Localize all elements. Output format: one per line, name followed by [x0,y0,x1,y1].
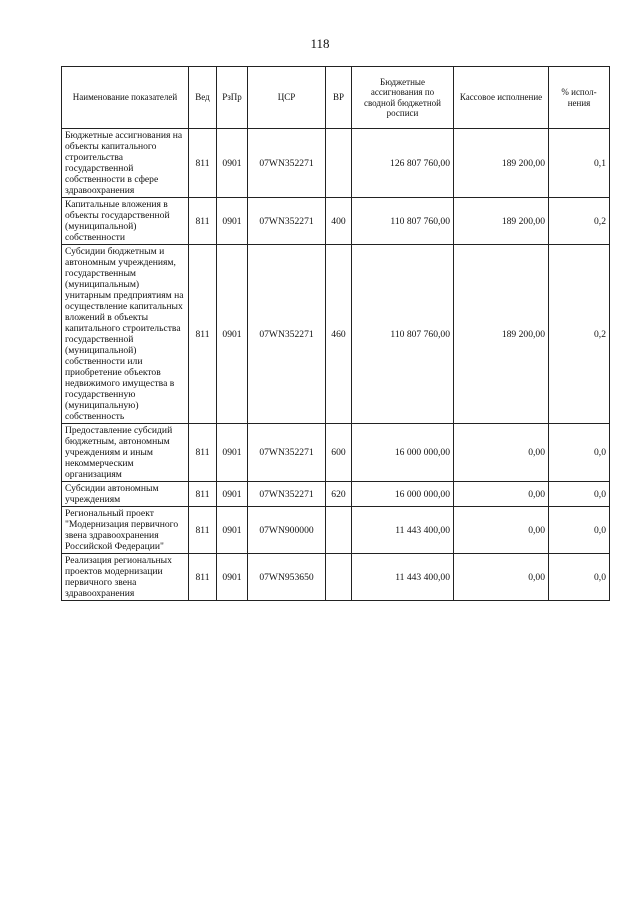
row-vr [326,129,352,198]
table-row [62,507,610,554]
row-percent: 0,1 [549,129,610,198]
row-percent: 0,2 [549,198,610,245]
budget-execution-table [61,66,610,601]
row-name: Региональный проект "Модернизация первичного звена здравоохранения Российской Федерации" [62,507,189,554]
row-ved: 811 [189,554,217,601]
row-csr: 07WN352271 [248,482,326,507]
header-ved: Вед [189,67,217,129]
page-number: 118 [310,36,330,51]
row-name: Субсидии автономным учреждениям [62,482,189,507]
header-percent: % испол-нения [549,67,610,129]
row-budget: 11 443 400,00 [352,554,454,601]
table-row [62,129,610,198]
row-ved: 811 [189,245,217,424]
row-name: Предоставление субсидий бюджетным, автономным учреждениям и иным некоммерческим организациям [62,424,189,482]
row-budget: 110 807 760,00 [352,198,454,245]
row-name: Реализация региональных проектов модернизации первичного звена здравоохранения [62,554,189,601]
header-cash: Кассовое исполнение [454,67,549,129]
row-budget: 126 807 760,00 [352,129,454,198]
row-ved: 811 [189,507,217,554]
row-cash: 189 200,00 [454,245,549,424]
header-vr: ВР [326,67,352,129]
table-header-row [62,67,610,129]
row-csr: 07WN953650 [248,554,326,601]
row-percent: 0,0 [549,424,610,482]
row-budget: 16 000 000,00 [352,424,454,482]
row-rzpr: 0901 [217,507,248,554]
header-rzpr: РзПр [217,67,248,129]
row-rzpr: 0901 [217,129,248,198]
row-rzpr: 0901 [217,424,248,482]
row-rzpr: 0901 [217,554,248,601]
row-percent: 0,2 [549,245,610,424]
header-budget: Бюджетные ассигнования по сводной бюджетной росписи [352,67,454,129]
row-csr: 07WN352271 [248,198,326,245]
row-name: Капитальные вложения в объекты государственной (муниципальной) собственности [62,198,189,245]
row-name: Субсидии бюджетным и автономным учреждениям, государственным (муниципальным) унитарным предприятиям на осуществление капитальных вложений в объекты капитального строительства государственной (муниципальной) собственности или приобретение объектов недвижимого имущества в государственную (муниципальную) собственность [62,245,189,424]
row-budget: 16 000 000,00 [352,482,454,507]
row-csr: 07WN900000 [248,507,326,554]
row-cash: 189 200,00 [454,198,549,245]
row-cash: 0,00 [454,482,549,507]
row-budget: 110 807 760,00 [352,245,454,424]
row-rzpr: 0901 [217,245,248,424]
row-csr: 07WN352271 [248,424,326,482]
row-budget: 11 443 400,00 [352,507,454,554]
table-row [62,245,610,424]
row-ved: 811 [189,482,217,507]
row-ved: 811 [189,424,217,482]
row-vr: 460 [326,245,352,424]
row-percent: 0,0 [549,507,610,554]
row-vr: 400 [326,198,352,245]
row-csr: 07WN352271 [248,245,326,424]
row-csr: 07WN352271 [248,129,326,198]
row-ved: 811 [189,198,217,245]
table-row [62,482,610,507]
row-rzpr: 0901 [217,198,248,245]
row-vr: 620 [326,482,352,507]
row-percent: 0,0 [549,554,610,601]
row-rzpr: 0901 [217,482,248,507]
table-row [62,554,610,601]
row-percent: 0,0 [549,482,610,507]
table-row [62,424,610,482]
row-cash: 0,00 [454,424,549,482]
row-cash: 0,00 [454,554,549,601]
row-vr: 600 [326,424,352,482]
row-cash: 189 200,00 [454,129,549,198]
table-row [62,198,610,245]
header-name: Наименование показателей [62,67,189,129]
row-cash: 0,00 [454,507,549,554]
row-vr [326,554,352,601]
row-name: Бюджетные ассигнования на объекты капитального строительства государственной собственности в сфере здравоохранения [62,129,189,198]
header-csr: ЦСР [248,67,326,129]
row-vr [326,507,352,554]
row-ved: 811 [189,129,217,198]
